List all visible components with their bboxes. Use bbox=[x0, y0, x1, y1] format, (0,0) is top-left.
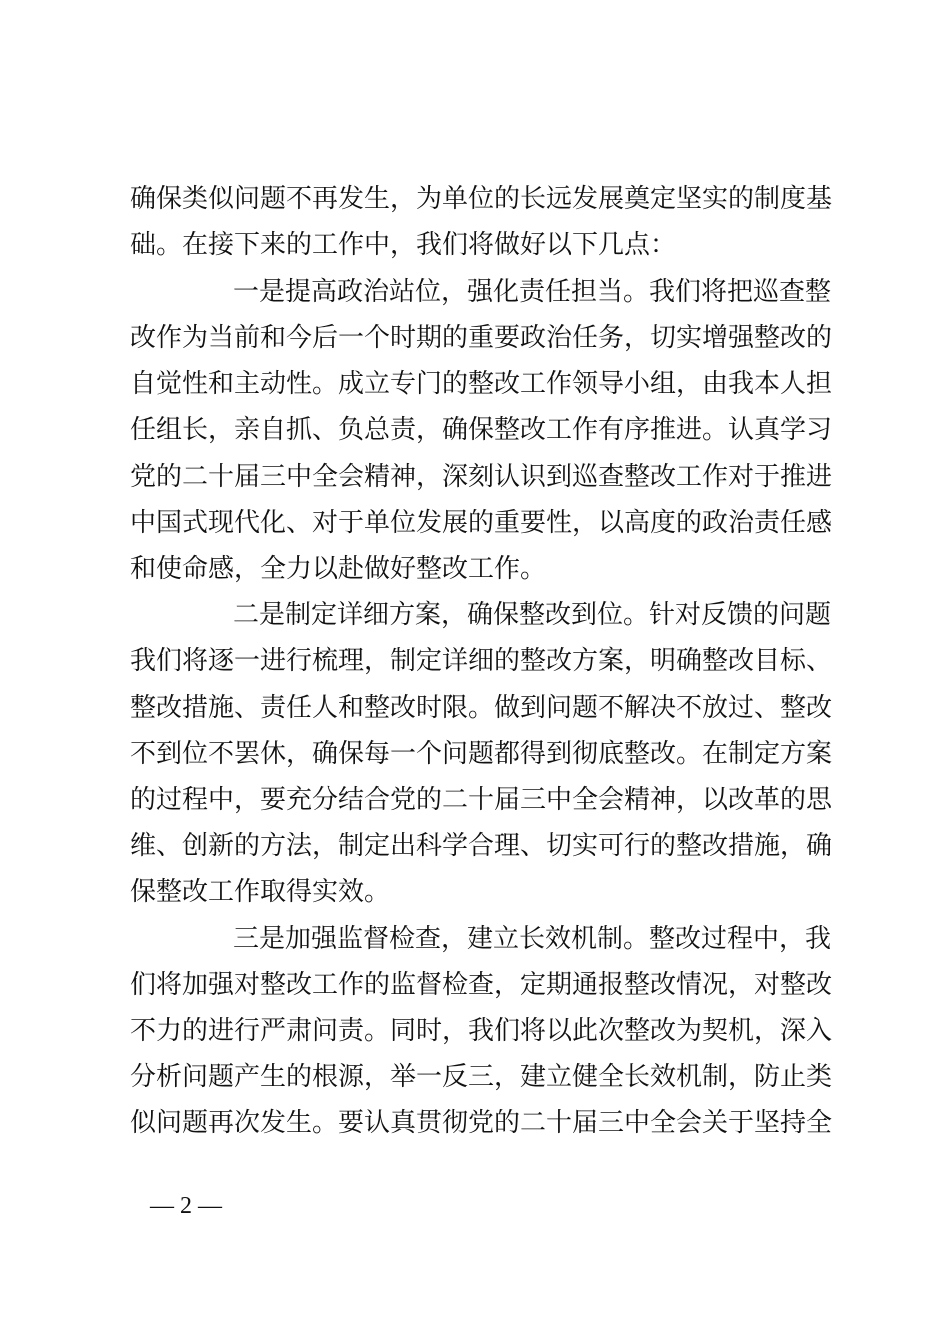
text-line: 似问题再次发生。要认真贯彻党的二十届三中全会关于坚持全 bbox=[130, 1108, 833, 1138]
paragraph-start-line: 二是制定详细方案，确保整改到位。针对反馈的问题 bbox=[233, 600, 832, 630]
page-number: — 2 — bbox=[150, 1193, 222, 1219]
text-line: 和使命感，全力以赴做好整改工作。 bbox=[130, 554, 547, 584]
paragraph-start-line: 一是提高政治站位，强化责任担当。我们将把巡查整 bbox=[233, 277, 832, 307]
text-line: 整改措施、责任人和整改时限。做到问题不解决不放过、整改 bbox=[130, 693, 833, 723]
text-line: 的过程中，要充分结合党的二十届三中全会精神，以改革的思 bbox=[130, 785, 833, 815]
text-line: 自觉性和主动性。成立专门的整改工作领导小组，由我本人担 bbox=[130, 369, 833, 399]
text-line: 任组长，亲自抓、负总责，确保整改工作有序推进。认真学习 bbox=[130, 415, 833, 445]
text-line: 我们将逐一进行梳理，制定详细的整改方案，明确整改目标、 bbox=[130, 646, 833, 676]
text-line: 保整改工作取得实效。 bbox=[130, 877, 391, 907]
text-line: 们将加强对整改工作的监督检查，定期通报整改情况，对整改 bbox=[130, 970, 833, 1000]
text-line: 确保类似问题不再发生，为单位的长远发展奠定坚实的制度基 bbox=[130, 184, 833, 214]
text-line: 础。在接下来的工作中，我们将做好以下几点： bbox=[130, 230, 677, 260]
text-line: 中国式现代化、对于单位发展的重要性，以高度的政治责任感 bbox=[130, 508, 833, 538]
text-line: 党的二十届三中全会精神，深刻认识到巡查整改工作对于推进 bbox=[130, 462, 833, 492]
text-line: 分析问题产生的根源，举一反三，建立健全长效机制，防止类 bbox=[130, 1062, 833, 1092]
text-line: 改作为当前和今后一个时期的重要政治任务，切实增强整改的 bbox=[130, 323, 833, 353]
text-line: 维、创新的方法，制定出科学合理、切实可行的整改措施，确 bbox=[130, 831, 833, 861]
text-line: 不力的进行严肃问责。同时，我们将以此次整改为契机，深入 bbox=[130, 1016, 833, 1046]
paragraph-start-line: 三是加强监督检查，建立长效机制。整改过程中，我 bbox=[233, 924, 832, 954]
text-line: 不到位不罢休，确保每一个问题都得到彻底整改。在制定方案 bbox=[130, 739, 833, 769]
